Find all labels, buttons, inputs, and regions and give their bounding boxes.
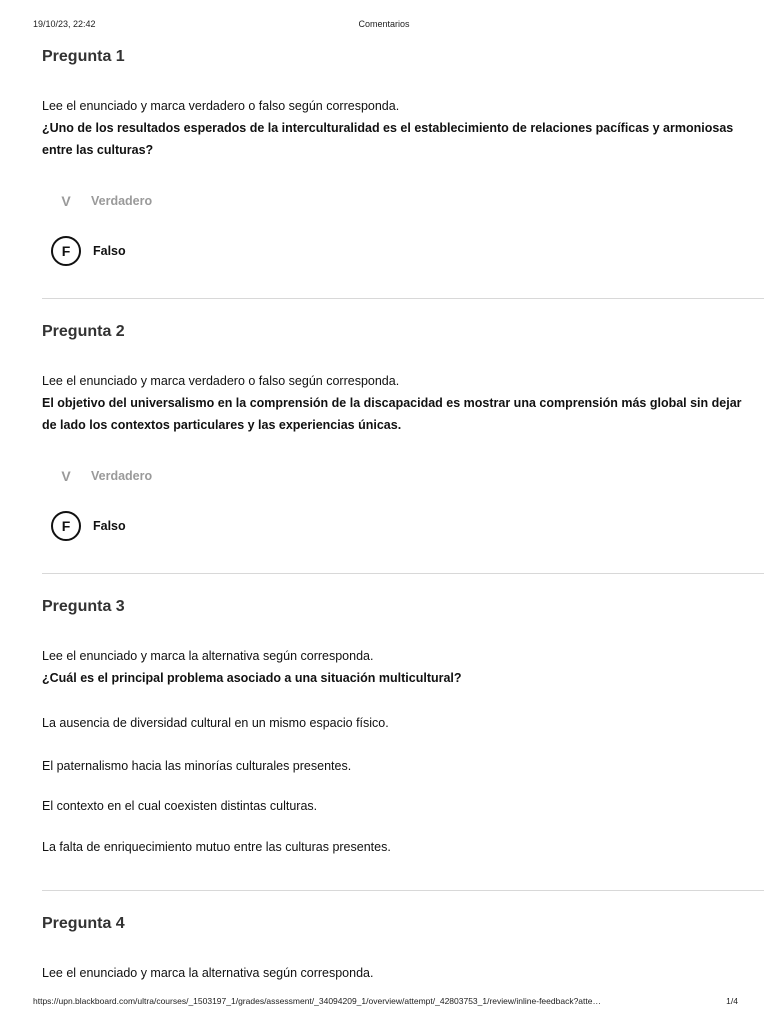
option-letter-v: V <box>61 468 71 484</box>
selected-option-circle: F <box>51 236 81 266</box>
question-divider <box>42 573 764 574</box>
selected-option-circle: F <box>51 511 81 541</box>
option-verdadero[interactable] <box>50 184 152 218</box>
page-number: 1/4 <box>726 996 738 1006</box>
print-title: Comentarios <box>358 19 410 29</box>
question-divider <box>42 890 764 891</box>
question-2 <box>42 323 754 563</box>
question-instruction: Lee el enunciado y marca verdadero o falso según corresponda. <box>42 99 400 113</box>
question-statement: El objetivo del universalismo en la comprensión de la discapacidad es mostrar una comprensión más global sin dejar de lado los contextos particulares y las experiencias únicas. <box>42 396 742 432</box>
question-instruction: Lee el enunciado y marca verdadero o falso según corresponda. <box>42 374 400 388</box>
question-statement: ¿Cuál es el principal problema asociado a una situación multicultural? <box>42 671 462 685</box>
question-statement: ¿Uno de los resultados esperados de la interculturalidad es el establecimiento de relaciones pacíficas y armoniosas entre las culturas? <box>42 121 734 157</box>
answer-option[interactable]: El paternalismo hacia las minorías culturales presentes. <box>42 759 352 773</box>
print-footer <box>0 996 768 1010</box>
option-verdadero[interactable] <box>50 459 152 493</box>
print-url: https://upn.blackboard.com/ultra/courses/_1503197_1/grades/assessment/_34094209_1/overview/attempt/_42803753_1/review/inline-feedback?atte… <box>33 996 601 1006</box>
option-label: Verdadero <box>91 469 153 483</box>
question-heading: Pregunta 2 <box>42 323 125 340</box>
option-label: Falso <box>93 519 126 533</box>
option-falso[interactable] <box>50 509 126 543</box>
question-3 <box>42 598 754 868</box>
question-4 <box>42 915 754 985</box>
question-instruction: Lee el enunciado y marca la alternativa según corresponda. <box>42 966 374 980</box>
question-divider <box>42 298 764 299</box>
print-date: 19/10/23, 22:42 <box>33 19 96 29</box>
option-falso[interactable] <box>50 234 126 268</box>
question-heading: Pregunta 3 <box>42 598 125 615</box>
answer-option[interactable]: El contexto en el cual coexisten distintas culturas. <box>42 799 318 813</box>
option-label: Verdadero <box>91 194 153 208</box>
question-heading: Pregunta 1 <box>42 48 125 65</box>
question-1 <box>42 48 754 288</box>
print-header <box>0 19 768 33</box>
question-heading: Pregunta 4 <box>42 915 125 932</box>
answer-option[interactable]: La falta de enriquecimiento mutuo entre las culturas presentes. <box>42 840 391 854</box>
answer-option[interactable]: La ausencia de diversidad cultural en un mismo espacio físico. <box>42 716 389 730</box>
question-instruction: Lee el enunciado y marca la alternativa según corresponda. <box>42 649 374 663</box>
option-letter-v: V <box>61 193 71 209</box>
option-label: Falso <box>93 244 126 258</box>
